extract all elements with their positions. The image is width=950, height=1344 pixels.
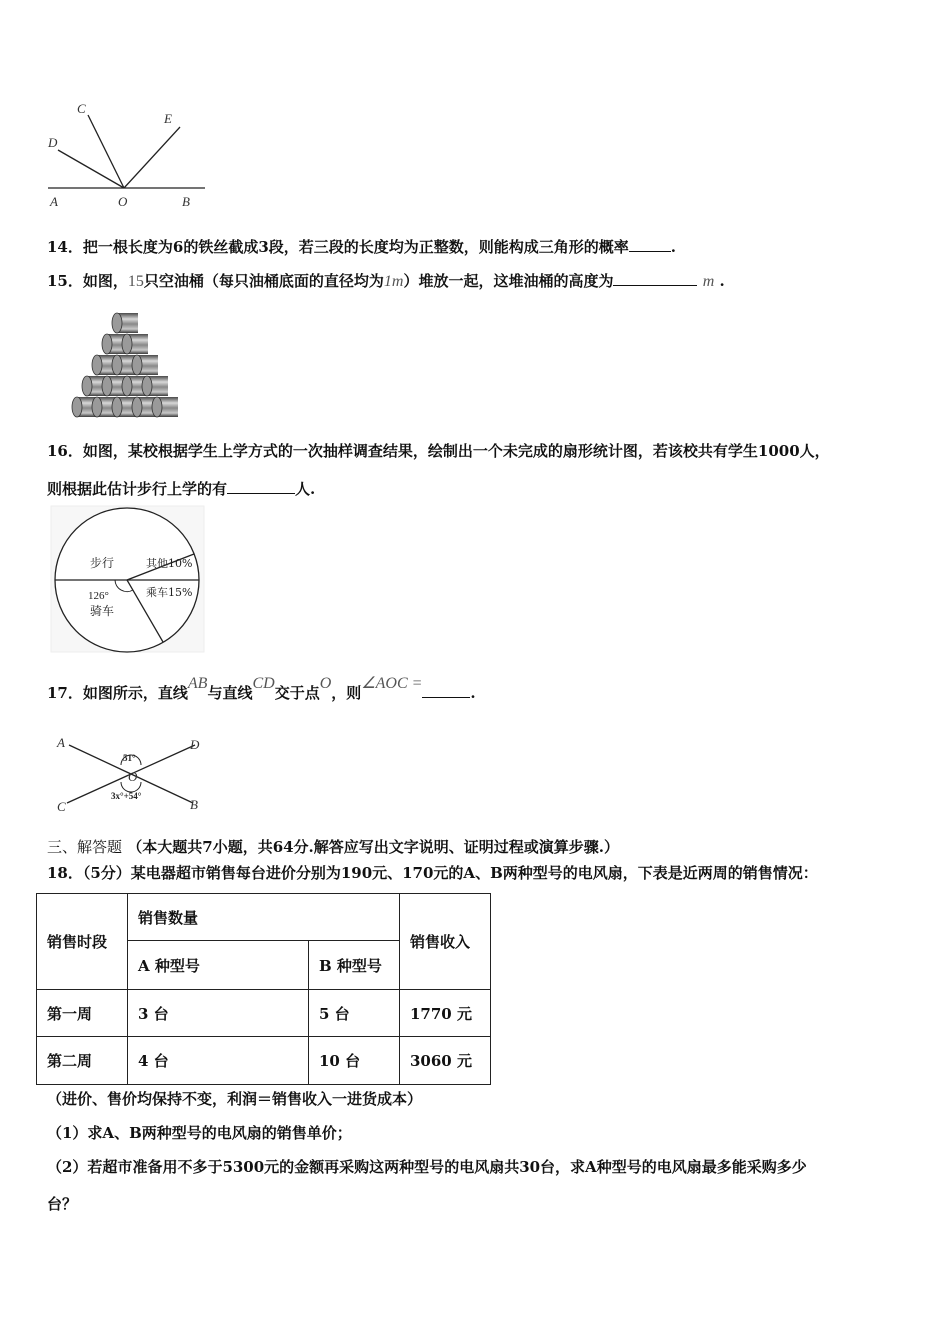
ray-oe [124, 127, 180, 188]
label-d: D [48, 135, 58, 150]
q15-count: 15 [127, 273, 144, 290]
oil-drum-end [72, 397, 82, 417]
question-16 [47, 440, 830, 461]
q15-unit2: m [702, 273, 715, 290]
question-18 [47, 862, 818, 883]
label-c: C [77, 101, 86, 116]
label-bottom-angle: 3x°+54° [111, 791, 142, 801]
q17-mid3: ，则 [331, 684, 362, 702]
q16-line2-pre: 则根据此估计步行上学的有 [47, 480, 228, 498]
cell-a: 3 台 [128, 990, 309, 1037]
table-row [37, 990, 491, 1037]
label-a: A [50, 194, 58, 209]
oil-drum-end [112, 313, 122, 333]
q17-pre: 如图所示，直线 [82, 684, 188, 702]
q14-blank [629, 237, 671, 252]
oil-drum-pile-figure [64, 305, 189, 423]
table-row [37, 1037, 491, 1085]
sales-table [36, 893, 491, 1085]
cell-b: 10 台 [309, 1037, 400, 1085]
section-3-note: （本大题共7小题，共64分.解答应写出文字说明、证明过程或演算步骤.） [127, 838, 620, 856]
q15-unit1: 1m [383, 273, 404, 290]
oil-drum-end [112, 355, 122, 375]
pie-label-bus: 乘车15% [146, 586, 193, 599]
q16-line1: 如图，某校根据学生上学方式的一次抽样调查结果，绘制出一个未完成的扇形统计图，若该校共有学生1000人， [82, 442, 830, 460]
q18-note: （进价、售价均保持不变，利润＝销售收入一进货成本） [47, 1090, 423, 1108]
header-type-b: B 种型号 [309, 941, 400, 990]
pie-label-walk: 步行 [90, 556, 115, 570]
q17-ab: AB [187, 675, 208, 692]
cell-income: 1770 元 [400, 990, 491, 1037]
oil-drum-end [142, 376, 152, 396]
q17-mid1: 与直线 [207, 684, 253, 702]
header-type-a: A 种型号 [128, 941, 309, 990]
q16-line2-post: 人. [295, 480, 316, 498]
oil-drum-end [92, 355, 102, 375]
q17-cd: CD [252, 675, 275, 692]
q15-post: ）堆放一起，这堆油桶的高度为 [403, 272, 614, 290]
q17-end: . [470, 684, 476, 702]
oil-drum-end [112, 397, 122, 417]
label-e: E [164, 111, 172, 126]
oil-drum-end [122, 334, 132, 354]
section-3-title: 三、解答题 [47, 838, 123, 856]
pie-label-bike: 骑车 [90, 604, 115, 618]
label-b: B [182, 194, 190, 209]
header-quantity: 销售数量 [128, 894, 400, 941]
oil-drum-end [132, 355, 142, 375]
intersecting-lines-figure [55, 735, 205, 815]
question-15 [47, 270, 725, 291]
q16-blank [227, 479, 295, 494]
pie-label-other: 其他10% [146, 557, 193, 570]
label-d-17: D [190, 737, 200, 752]
section-3-heading [47, 836, 619, 857]
q15-mid: 只空油桶（每只油桶底面的直径均为 [143, 272, 384, 290]
label-a-17: A [57, 735, 65, 750]
q16-number: 16． [47, 442, 83, 460]
oil-drum-end [92, 397, 102, 417]
label-o: O [118, 194, 128, 209]
oil-drum-end [82, 376, 92, 396]
pie-label-angle: 126° [88, 590, 109, 602]
q15-number: 15． [47, 272, 83, 290]
oil-drum-end [122, 376, 132, 396]
q15-pre: 如图， [82, 272, 128, 290]
pie-chart [50, 505, 205, 653]
question-17 [47, 675, 476, 703]
oil-drum-end [152, 397, 162, 417]
oil-drum-end [102, 334, 112, 354]
cell-period: 第一周 [37, 990, 128, 1037]
cell-a: 4 台 [128, 1037, 309, 1085]
q18-part2-line2: 台？ [47, 1195, 78, 1213]
q17-number: 17． [47, 684, 83, 702]
angle-figure [40, 95, 210, 215]
q17-angle: ∠AOC = [361, 675, 423, 692]
q18-text: （5分）某电器超市销售每台进价分别为190元、170元的A、B两种型号的电风扇，下表是近两周的销售情况： [82, 864, 818, 882]
label-o-17: O [128, 769, 138, 784]
q15-blank [613, 271, 697, 286]
q14-number: 14． [47, 238, 83, 256]
oil-drum-end [132, 397, 142, 417]
header-period: 销售时段 [37, 894, 128, 990]
cell-period: 第二周 [37, 1037, 128, 1085]
header-income: 销售收入 [400, 894, 491, 990]
question-16-line2 [47, 478, 315, 499]
q18-part1: （1）求A、B两种型号的电风扇的销售单价； [47, 1124, 352, 1142]
q18-number: 18． [47, 864, 83, 882]
q17-blank [422, 683, 470, 698]
q14-end: . [670, 238, 676, 256]
q17-mid2: 交于点 [274, 684, 320, 702]
cell-income: 3060 元 [400, 1037, 491, 1085]
oil-drum-end [102, 376, 112, 396]
cell-b: 5 台 [309, 990, 400, 1037]
q17-o: O [319, 675, 332, 692]
label-top-angle: 51° [123, 753, 136, 763]
question-14 [47, 236, 676, 257]
q15-end: . [719, 272, 725, 290]
q18-part2-line1: （2）若超市准备用不多于5300元的金额再采购这两种型号的电风扇共30台，求A种型号的电风扇最多能采购多少 [47, 1158, 807, 1176]
label-b-17: B [190, 797, 198, 812]
q14-text: 把一根长度为6的铁丝截成3段，若三段的长度均为正整数，则能构成三角形的概率 [82, 238, 629, 256]
label-c-17: C [57, 799, 66, 814]
